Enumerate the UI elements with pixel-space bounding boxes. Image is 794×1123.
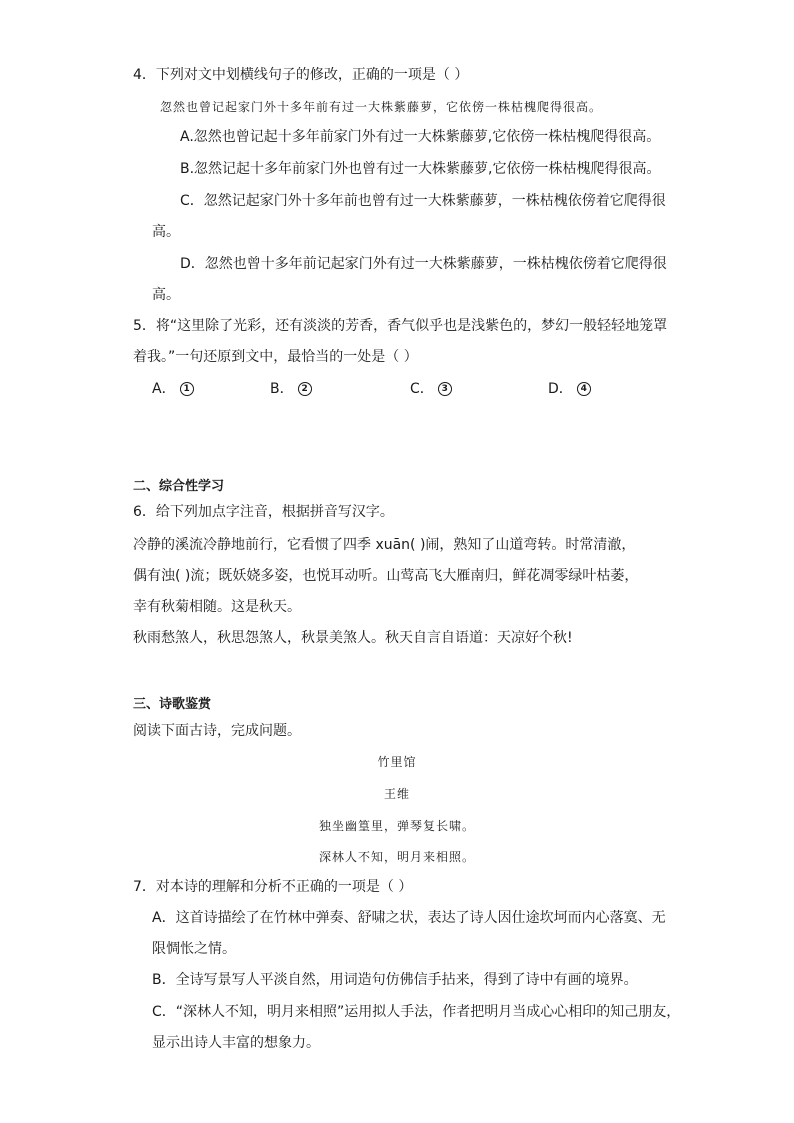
- poem-title: 竹里馆: [377, 755, 417, 769]
- q7-option-c-line1: C．“深林人不知，明月来相照”运用拟人手法，作者把明月当成心心相印的知己朋友，: [152, 1004, 681, 1020]
- q4-option-a: A.忽然也曾记起十多年前家门外有过一大株紫藤萝,它依傍一株枯槐爬得很高。: [180, 129, 661, 145]
- poem-author: 王维: [383, 787, 410, 801]
- circled-number-icon: 2: [298, 382, 312, 396]
- circled-number-icon: 1: [180, 382, 194, 396]
- q5-option-a-letter: A．: [152, 381, 176, 397]
- circled-number-icon: 3: [438, 382, 452, 396]
- q4-option-c-line2: 高。: [152, 224, 180, 240]
- section-2-title: 二、综合性学习: [133, 479, 225, 494]
- q6-passage-line4: 秋雨愁煞人，秋思怨煞人，秋景美煞人。秋天自言自语道：天凉好个秋!: [133, 630, 573, 646]
- q7-option-a-line1: A．这首诗描绘了在竹林中弹奏、舒啸之状，表达了诗人因仕途坎坷而内心落寞、无: [152, 910, 666, 926]
- q5-stem-line1: 5．将“这里除了光彩，还有淡淡的芳香，香气似乎也是浅紫色的，梦幻一般轻轻地笼罩: [133, 318, 668, 334]
- q5-option-b-letter: B．: [270, 381, 294, 397]
- q6-passage-line2: 偶有浊( )流；既妖娆多姿，也悦耳动听。山莺高飞大雁南归，鲜花凋零绿叶枯萎，: [133, 568, 639, 584]
- q5-option-a: [152, 379, 194, 399]
- q5-option-c: [410, 379, 452, 399]
- q4-option-d-line2: 高。: [152, 287, 180, 303]
- poem-line-2: 深林人不知，明月来相照。: [318, 850, 475, 864]
- q6-passage-line1: 冷静的溪流冷静地前行，它看惯了四季 xuān( )闹，熟知了山道弯转。时常清澈，: [133, 537, 636, 553]
- q5-option-b: [270, 379, 312, 399]
- q4-option-b: B.忽然记起十多年前家门外也曾有过一大株紫藤萝,它依傍一株枯槐爬得很高。: [180, 161, 661, 177]
- q5-option-d-letter: D．: [548, 381, 573, 397]
- q7-option-a-line2: 限惆怅之情。: [152, 941, 236, 957]
- q4-original-sentence: 忽然也曾记起家门外十多年前有过一大株紫藤萝，它依傍一株枯槐爬得很高。: [160, 100, 603, 114]
- q6-passage-line3: 幸有秋菊相随。这是秋天。: [133, 599, 301, 615]
- circled-number-icon: 4: [577, 382, 591, 396]
- q7-option-b: B．全诗写景写人平淡自然，用词造句仿佛信手拈来，得到了诗中有画的境界。: [152, 972, 638, 988]
- q7-option-c-line2: 显示出诗人丰富的想象力。: [152, 1035, 320, 1051]
- q5-option-d: [548, 379, 591, 399]
- q5-stem-line2: 着我。”一句还原到文中，最恰当的一处是（ ）: [133, 349, 418, 365]
- section-3-title: 三、诗歌鉴赏: [133, 697, 212, 712]
- poem-line-1: 独坐幽篁里，弹琴复长啸。: [318, 819, 475, 833]
- q4-option-d-line1: D．忽然也曾十多年前记起家门外有过一大株紫藤萝，一株枯槐依傍着它爬得很: [180, 256, 667, 272]
- q4-stem: 4．下列对文中划横线句子的修改，正确的一项是（ ）: [133, 67, 469, 83]
- q5-option-c-letter: C．: [410, 381, 434, 397]
- q4-option-c-line1: C．忽然记起家门外十多年前也曾有过一大株紫藤萝，一株枯槐依傍着它爬得很: [180, 193, 666, 209]
- q6-stem: 6．给下列加点字注音，根据拼音写汉字。: [133, 504, 394, 520]
- q7-stem: 7．对本诗的理解和分析不正确的一项是（ ）: [133, 879, 413, 895]
- poem-intro: 阅读下面古诗，完成问题。: [133, 723, 301, 739]
